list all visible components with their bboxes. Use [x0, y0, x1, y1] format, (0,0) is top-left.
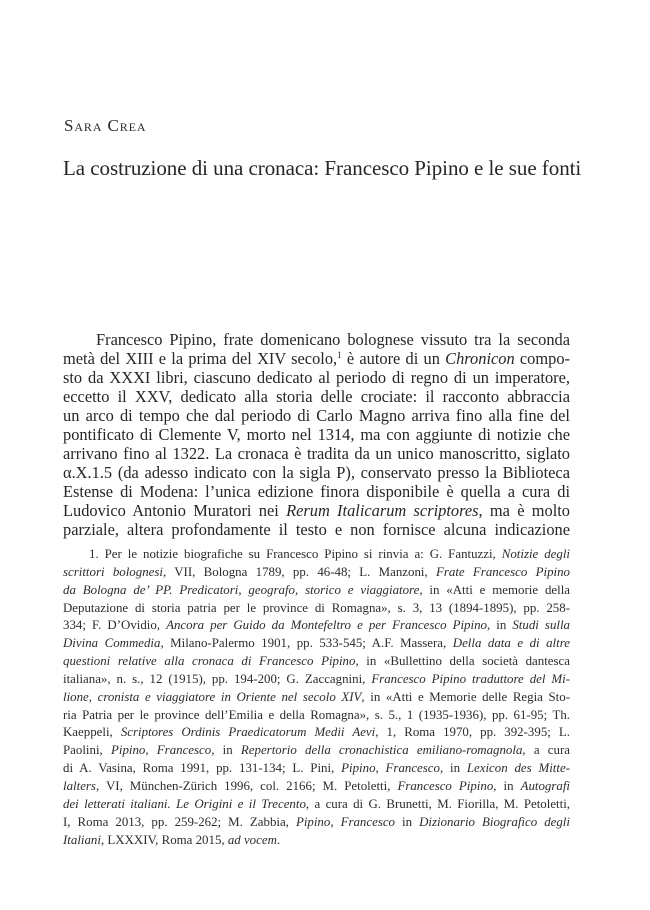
footnote-line	[63, 635, 570, 653]
footnote-text-run: Pipino, Francesco	[341, 761, 440, 776]
footnote-line	[63, 778, 570, 796]
body-text-run: sto da XXXI libri, ciascuno dedicato al periodo di regno di un imperatore,	[63, 368, 570, 387]
body-text-run: , ma è molto	[478, 501, 570, 520]
footnote-text-run: Frate Francesco Pipino	[436, 564, 570, 579]
footnote-line	[63, 600, 570, 618]
footnote-text-run: , in	[486, 618, 513, 633]
footnote-text-run: , a cura di G. Brunetti, M. Fiorilla, M. Petoletti,	[305, 796, 571, 811]
footnote-text-run: , in «Atti e memorie della	[419, 582, 571, 597]
body-line	[63, 520, 570, 539]
footnote-text-run: scrittori bolognesi	[63, 564, 163, 579]
footnote-text-run: Divina Commedia	[63, 636, 161, 651]
footnote	[63, 546, 570, 849]
footnote-line	[63, 796, 570, 814]
footnote-text-run: , VII, Bologna 1789, pp. 46-48; L. Manzoni,	[162, 564, 436, 579]
body-line	[63, 444, 570, 463]
body-line	[63, 330, 570, 349]
footnote-text-run: Autografi	[520, 778, 570, 793]
footnote-line	[63, 832, 570, 850]
body-line	[63, 425, 570, 444]
footnote-text-run: Scriptores Ordinis Praedicatorum Medii Aevi	[120, 725, 376, 740]
footnote-line	[63, 814, 570, 832]
footnote-text-run: , LXXXIV, Roma 2015,	[100, 832, 228, 847]
footnote-text-run: Kaeppeli,	[63, 725, 121, 740]
footnote-text-run: italiana», n. s., 12 (1915), pp. 194-200; G. Zaccagnini,	[63, 671, 372, 686]
footnote-text-run: 334; F. D’Ovidio,	[63, 618, 167, 633]
footnote-text-run: ria Patria per le province dell’Emilia e della Romagna», s. 5., 1 (1935-1936), pp. 61-95; Th.	[63, 707, 570, 722]
footnote-text-run: in	[395, 814, 420, 829]
footnote-line	[63, 617, 570, 635]
footnote-text-run: Dizionario Biografico degli	[419, 814, 570, 829]
footnote-text-run: Notizie degli	[501, 547, 570, 561]
body-text-run: metà del XIII e la prima del XIV secolo,	[63, 349, 338, 368]
body-text-run: compo	[514, 349, 565, 368]
body-text-run: Francesco Pipino, frate domenicano bolognese vissuto tra la seconda	[96, 330, 570, 349]
body-text-run: Estense di Modena: l’unica edizione finora disponibile è quella a cura di	[63, 482, 570, 501]
author-name: Sara Crea	[64, 116, 147, 135]
footnote-text-run: .	[276, 832, 281, 847]
body-line	[63, 387, 570, 406]
footnote-text-run: 1. Per le notizie biografiche su Francesco Pipino si rinvia a: G. Fantuzzi,	[89, 547, 502, 561]
body-line	[63, 463, 570, 482]
footnote-text-run: Studi sulla	[512, 618, 570, 633]
footnote-line	[63, 760, 570, 778]
body-line	[63, 349, 570, 368]
body-text-run: Ludovico Antonio Muratori nei	[63, 501, 287, 520]
body-text-run: parziale, altera profondamente il testo e non fornisce alcuna indicazione	[63, 520, 570, 539]
footnote-text-run: da Bologna de’ PP. Predicatori, geografo, storico e viaggiatore	[63, 582, 420, 597]
footnote-text-run: ad vocem	[227, 832, 277, 847]
footnote-text-run: , Milano-Palermo 1901, pp. 533-545; A.F. Massera,	[160, 636, 453, 651]
footnote-text-run: Italiani	[63, 832, 101, 847]
body-line	[63, 501, 570, 520]
footnote-text-run: Pipino, Francesco	[295, 814, 395, 829]
footnote-text-run: , in «Atti e Memorie delle Regia Sto	[361, 689, 566, 704]
body-text-run: un arco di tempo che dal periodo di Carlo Magno arriva fino alla fine del	[63, 406, 570, 425]
footnote-text-run: Lexicon des Mitte	[466, 761, 566, 776]
footnote-text-run: , in «Bullettino della società dantesca	[355, 654, 570, 669]
footnote-text-run: dei letterati italiani. Le Origini e il Trecento	[63, 796, 306, 811]
footnote-line	[63, 564, 570, 582]
footnote-line	[63, 582, 570, 600]
footnote-text-run: , in	[439, 761, 467, 776]
body-text-run: eccetto il XXV, dedicato alla storia delle crociate: il racconto abbraccia	[63, 387, 570, 406]
footnote-text-run: Paolini,	[63, 743, 111, 758]
footnote-text-run: Repertorio della cronachistica emiliano-romagnola	[240, 743, 523, 758]
body-paragraph	[63, 330, 570, 539]
footnote-text-run: Ancora per Guido da Montefeltro e per Francesco Pipino	[166, 618, 487, 633]
body-line	[63, 368, 570, 387]
footnote-line	[63, 707, 570, 725]
footnote-line	[63, 653, 570, 671]
body-line	[63, 482, 570, 501]
footnote-line	[63, 671, 570, 689]
body-text-run: Chronicon	[445, 349, 515, 368]
chapter-title: La costruzione di una cronaca: Francesco Pipino e le sue fonti	[63, 156, 582, 180]
footnote-line	[63, 689, 570, 707]
footnote-line	[63, 742, 570, 760]
footnote-text-run: Francesco Pipino traduttore del Mi	[371, 671, 566, 686]
footnote-text-run: , VI, München-Zürich 1996, col. 2166; M. Petoletti,	[95, 778, 398, 793]
body-line	[63, 406, 570, 425]
footnote-text-run: , a cura	[522, 743, 570, 758]
footnote-text-run: , in	[493, 778, 521, 793]
footnote-text-run: Della data e di altre	[452, 636, 570, 651]
body-text-run: arrivano fino al 1322. La cronaca è tradita da un unico manoscritto, siglato	[63, 444, 570, 463]
footnote-text-run: , in	[211, 743, 241, 758]
footnote-text-run: Pipino, Francesco	[110, 743, 212, 758]
footnote-text-run: lione, cronista e viaggiatore in Oriente nel secolo XIV	[63, 689, 362, 704]
footnote-text-run: , 1, Roma 1970, pp. 392-395; L.	[375, 725, 570, 740]
footnote-text-run: I, Roma 2013, pp. 259-262; M. Zabbia,	[63, 814, 296, 829]
footnote-line	[63, 724, 570, 742]
footnote-text-run: questioni relative alla cronaca di Francesco Pipino	[63, 654, 356, 669]
body-text-run: Rerum Italicarum scriptores	[286, 501, 479, 520]
footnote-text-run: Deputazione di storia patria per le province di Romagna», s. 3, 13 (1894-1895), pp. 258	[63, 600, 566, 615]
body-text-run: α.X.1.5 (da adesso indicato con la sigla P), conservato presso la Biblioteca	[63, 463, 570, 482]
body-text-run: pontificato di Clemente V, morto nel 1314, ma con aggiunte di notizie che	[63, 425, 570, 444]
footnote-text-run: Francesco Pipino	[397, 778, 494, 793]
footnote-text-run: lalters	[63, 778, 96, 793]
body-text-run: è autore di un	[341, 349, 446, 368]
footnote-line	[63, 546, 570, 564]
footnote-marker: 1	[337, 350, 342, 360]
footnote-text-run: di A. Vasina, Roma 1991, pp. 131-134; L. Pini,	[63, 761, 342, 776]
